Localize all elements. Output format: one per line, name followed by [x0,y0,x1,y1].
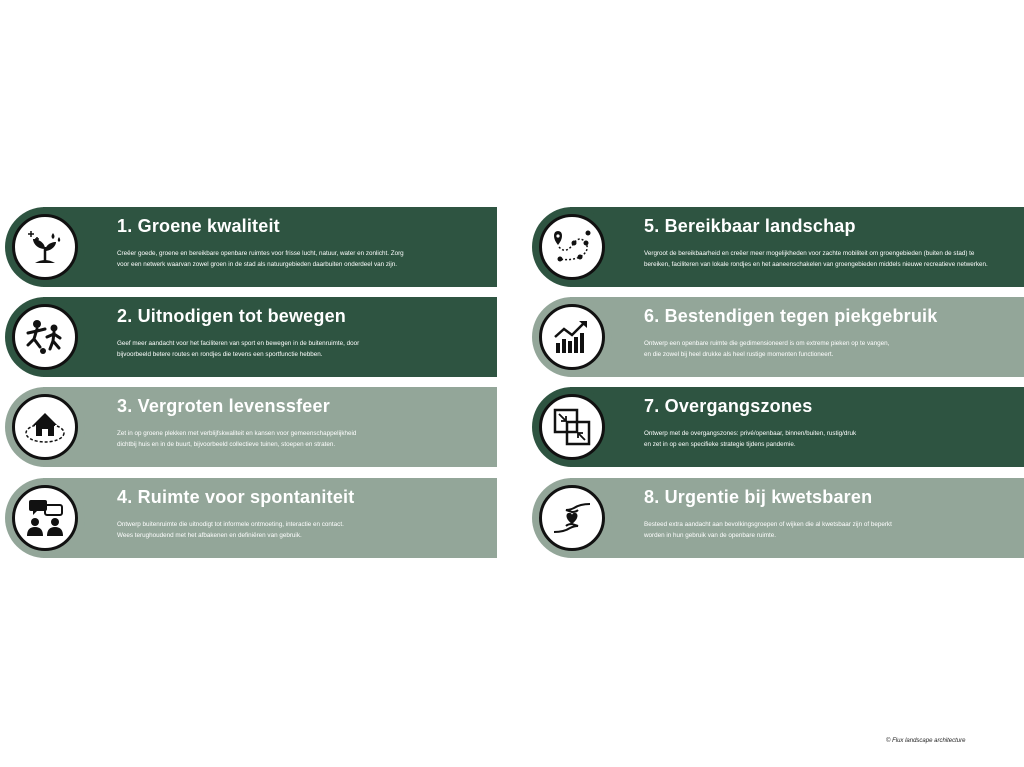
card-title: 1. Groene kwaliteit [117,216,280,236]
card-description: Vergroot de bereikbaarheid en creëer meer mogelijkheden voor zachte mobiliteit om groengebieden (buiten de stad) te bereiken, faciliteren van lokale rondjes en het aaneenschakelen van groengebieden middels nieuwe recreatieve netwerken. [644,250,988,268]
home-radius-icon [23,405,67,449]
card-description: Ontwerp een openbare ruimte die gedimensioneerd is om extreme pieken op te vangen, en die zowel bij heel drukke als heel rustige momenten functioneert. [644,340,890,358]
card-ruimte-voor-spontaniteit [5,478,497,558]
card-title: 8. Urgentie bij kwetsbaren [644,487,873,507]
card-description: Ontwerp met de overgangszones: privé/openbaar, binnen/buiten, rustig/druk en zet in op een specifieke strategie tijdens pandemie. [644,430,857,448]
card-bereikbaar-landschap [532,207,1024,287]
card-description: Ontwerp buitenruimte die uitnodigt tot informele ontmoeting, interactie en contact. Wees terughoudend met het afbakenen en definiëren van gebruik. [117,521,344,539]
plant-icon [23,225,67,269]
card-title: 2. Uitnodigen tot bewegen [117,306,346,326]
card-title: 6. Bestendigen tegen piekgebruik [644,306,938,326]
card-overgangszones [532,387,1024,467]
card-description: Creëer goede, groene en bereikbare openbare ruimtes voor frisse lucht, natuur, water en zonlicht. Zorg voor een netwerk waarvan zowel groen in de stad als natuurgebieden daarbuiten onderdeel van zijn. [117,250,404,268]
card-uitnodigen-tot-bewegen [5,297,497,377]
card-title: 3. Vergroten levenssfeer [117,396,330,416]
sport-icon [23,315,67,359]
growth-chart-icon [550,315,594,359]
card-bestendigen-tegen-piekgebruik [532,297,1024,377]
card-urgentie-bij-kwetsbaren [532,478,1024,558]
caring-hands-icon [550,496,594,540]
card-description: Geef meer aandacht voor het faciliteren van sport en bewegen in de buitenruimte, door bijvoorbeeld betere routes en rondjes die tevens een sportfunctie hebben. [117,340,360,358]
card-title: 7. Overgangszones [644,396,813,416]
card-description: Besteed extra aandacht aan bevolkingsgroepen of wijken die al kwetsbaar zijn of beperkt worden in hun gebruik van de openbare ruimte. [644,521,892,539]
card-title: 5. Bereikbaar landschap [644,216,856,236]
card-vergroten-levenssfeer [5,387,497,467]
conversation-icon [23,496,67,540]
card-title: 4. Ruimte voor spontaniteit [117,487,355,507]
route-map-icon [550,225,594,269]
card-groene-kwaliteit [5,207,497,287]
card-description: Zet in op groene plekken met verblijfskwaliteit en kansen voor gemeenschappelijkheid dichtbij huis en in de buurt, bijvoorbeeld collectieve tuinen, stoepen en straten. [117,430,357,448]
credit-text: © Flux landscape architecture [886,738,966,744]
overlap-squares-icon [550,405,594,449]
